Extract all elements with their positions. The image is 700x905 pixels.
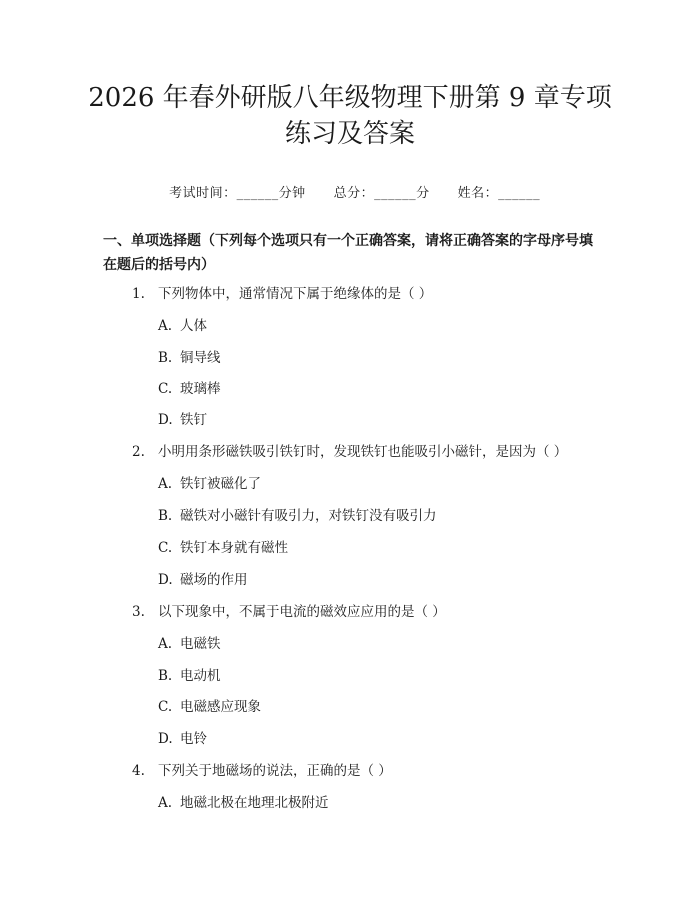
option-letter: B.	[158, 508, 173, 524]
student-name-field: 姓名：______	[457, 186, 541, 201]
exam-time-field: 考试时间：______分钟	[169, 186, 306, 201]
option-4a	[158, 791, 329, 811]
option-letter: A.	[158, 476, 173, 492]
option-text: 电铃	[180, 731, 207, 747]
option-1b	[158, 346, 221, 366]
option-1d	[158, 408, 207, 428]
document-title-line-1: 2026 年春外研版八年级物理下册第 9 章专项	[88, 83, 612, 113]
document-title-line-2: 练习及答案	[284, 119, 415, 149]
question-1	[132, 282, 432, 302]
section-heading-single-choice: 一、单项选择题（下列每个选项只有一个正确答案，请将正确答案的字母序号填在题后的括号内）	[103, 233, 593, 273]
option-2d	[158, 568, 248, 588]
option-letter: C.	[158, 699, 173, 715]
question-text: 下列关于地磁场的说法，正确的是（ ）	[158, 763, 392, 779]
option-2a	[158, 472, 261, 492]
option-text: 磁铁对小磁针有吸引力，对铁钉没有吸引力	[180, 508, 437, 524]
option-letter: D.	[158, 572, 173, 588]
option-letter: A.	[158, 795, 173, 811]
option-text: 电磁铁	[180, 636, 221, 652]
option-text: 铁钉本身就有磁性	[180, 540, 288, 556]
option-1c	[158, 377, 221, 397]
option-text: 铁钉被磁化了	[180, 476, 261, 492]
option-letter: A.	[158, 636, 173, 652]
question-number: 3.	[132, 604, 145, 620]
option-text: 电动机	[180, 668, 221, 684]
question-4	[132, 759, 392, 779]
option-text: 电磁感应现象	[180, 699, 261, 715]
question-number: 4.	[132, 763, 145, 779]
option-3b	[158, 664, 221, 684]
option-text: 人体	[180, 318, 207, 334]
question-text: 小明用条形磁铁吸引铁钉时，发现铁钉也能吸引小磁针，是因为（ ）	[158, 444, 568, 460]
option-text: 玻璃棒	[180, 381, 221, 397]
option-letter: C.	[158, 381, 173, 397]
option-text: 磁场的作用	[180, 572, 248, 588]
question-text: 下列物体中，通常情况下属于绝缘体的是（ ）	[158, 286, 433, 302]
option-3c	[158, 695, 261, 715]
total-score-field: 总分：______分	[333, 186, 430, 201]
option-1a	[158, 314, 207, 334]
option-letter: D.	[158, 731, 173, 747]
question-2	[132, 440, 567, 460]
question-number: 2.	[132, 444, 145, 460]
option-letter: C.	[158, 540, 173, 556]
option-text: 地磁北极在地理北极附近	[180, 795, 329, 811]
option-3d	[158, 727, 207, 747]
option-text: 铁钉	[180, 412, 207, 428]
question-text: 以下现象中，不属于电流的磁效应应用的是（ ）	[158, 604, 446, 620]
option-2c	[158, 536, 288, 556]
option-3a	[158, 632, 221, 652]
option-letter: B.	[158, 350, 173, 366]
exam-meta-line	[0, 167, 700, 201]
question-number: 1.	[132, 286, 145, 302]
option-text: 铜导线	[180, 350, 221, 366]
option-letter: B.	[158, 668, 173, 684]
option-letter: A.	[158, 318, 173, 334]
option-letter: D.	[158, 412, 173, 428]
option-2b	[158, 504, 437, 524]
question-3	[132, 600, 446, 620]
